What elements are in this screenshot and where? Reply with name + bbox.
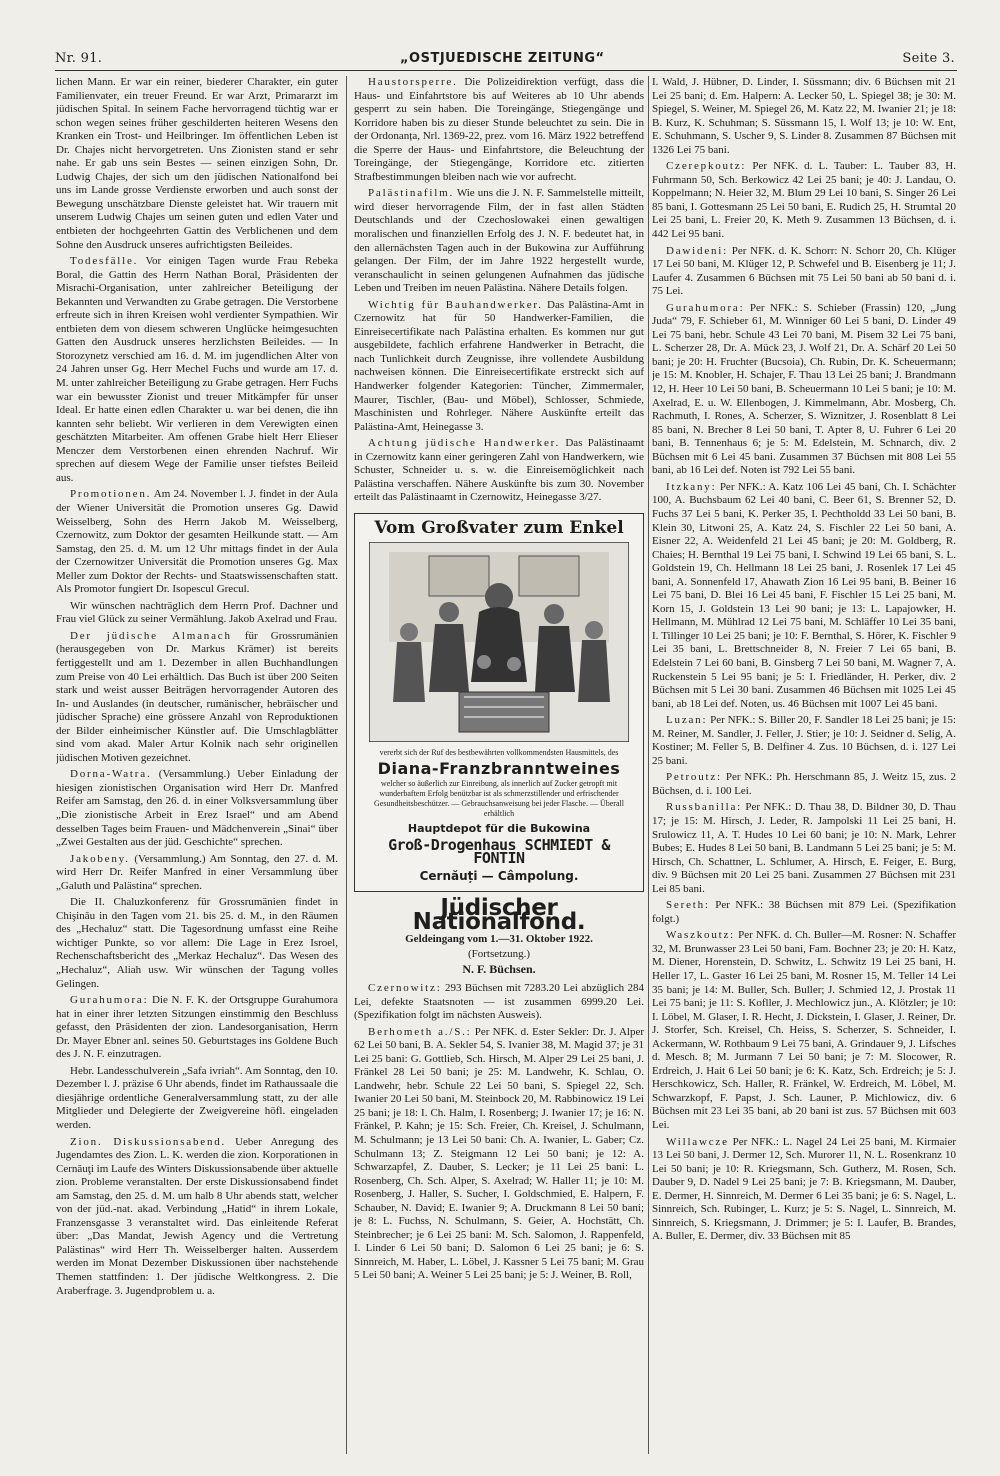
column-1 bbox=[56, 76, 338, 1454]
column-2 bbox=[354, 76, 644, 1454]
nationalfond-continuation: (Fortsetzung.) bbox=[467, 947, 530, 960]
paragraph-text: Wie uns die J. N. F. Sammelstelle mitteilt, wird dieser hervorragende Film, der in fast allen Städten Deutschlands und der Czechoslowakei einen gewaltigen moralischen und finanziellen Erfolg des J. N. F. bedeutet hat, in den allernächsten Tagen auch in der Bukowina zur Aufführung gelangen. Der Film, der im Jahre 1922 hergestellt wurde, veranschaulicht in seinen gelungenen Aufnahmen das jüdische Leben und Treiben im neuen Palästina. Nähere Details folgen. bbox=[354, 187, 644, 295]
ad-depot: Hauptdepot für die Bukowina bbox=[407, 822, 591, 836]
paragraph bbox=[652, 899, 956, 926]
newspaper-title: „OSTJUEDISCHE ZEITUNG“ bbox=[400, 51, 605, 66]
advertisement-franzbranntwein bbox=[354, 513, 644, 892]
paragraph-lead: Itzkany: bbox=[666, 480, 717, 493]
paragraph bbox=[56, 1136, 338, 1299]
paragraph-text: Das Palästina-Amt in Czernowitz hat für 50 Handwerker-Familien, die Einreisecertifikate nach Palästina erhalten. Es kommen nur gut ausgebildete, fachlich erfahrene Handwerker in Betracht, die nach Tunlichkeit durch Zeugnisse, ihre vollendete Ausbildung nachweisen können. Die Einreisecertifikate erstreckt sich auf Handwerker folgender Kategorien: Tüncher, Zimmermaler, Maurer, Tischler, (Bau- und Möbel), Schlosser, Schmiede, Maschinisten und Rohrleger. Nähere Auskünfte erteilt das Palästina-Amt, Heinegasse 3. bbox=[354, 298, 644, 433]
paragraph-lead: Promotionen. bbox=[70, 488, 152, 501]
paragraph-lead: Achtung jüdische Handwerker. bbox=[368, 437, 561, 450]
paragraph bbox=[56, 768, 338, 849]
paragraph-text: Per NFK. d. Ch. Buller—M. Rosner: N. Schaffer 32, M. Brunwasser 23 Lei 50 bani, Fam. Bochner 23; je 20: H. Katz, M. Diener, Horenstein, D. Schwitz, L. Schwitz 19 Lei 25 bani, H. Heller 17, L. Gaster 16 Lei 25 bani, M. Rosner 15, M. Teller 14 Lei 35 bani; je 14: M. Buller, Sch. Buller; J. Schmied 12, J. Prostak 11 Lei 75 bani; je 11: S. Kofller, J. Mechlowicz jun., A. Klötzler; je 10: I. Löbel, M. Glaser, I. R. Hecht, J. Dickstein, I. Glaser, J. Reiner, Dr. J. Storfer, Sch. Kreisel, Ch. Heiss, S. Scherzer, S. Schneider, I. Ackermann, W. Rothbaum 9 Lei 75 bani, A. Grindauer 9, J. Lifsches d. Mesch. 8; M. Jurmann 7 Lei 50 bani; je 7: M. Slocower, R. Erdreich, J. Hait 6 Lei 50 bani; je 6: K. Katz, Sch. Erdreich; je 5: J. Herschkowicz, Sch. Haller, R. Fränkel, W. Erdreich, M. Löbel, M. Schwarzkopf, F. Papst, J. Sch. Launer, P. Michlowicz, div. 6 Büchsen mit 23 Lei 35 bani, ab 20 bani ist zus. 57 Büchsen mit 603 Lei. bbox=[652, 929, 956, 1132]
paragraph-lead: Wichtig für Bauhandwerker. bbox=[368, 298, 543, 311]
paragraph bbox=[354, 187, 644, 295]
paragraph bbox=[652, 714, 956, 768]
paragraph-text: Per NFK. d. Ester Sekler: Dr. J. Alper 62 Lei 50 bani, B. A. Sekler 54, S. Ivanier 38, M. Magid 37; je 31 Lei 25 bani: G. Gottlieb, Sch. Hirsch, M. Alper 29 Lei 25 bani, J. Fränkel 28 Lei 50 bani; je 25: M. Landwehr, K. Schlau, O. Landwehr, hebr. Schule 22 Lei 50 bani, S. Spiegel 22, Sch. Iwanier 20 Lei 50 bani, M. Steinbock 20, M. Rabbinowicz 19 Lei 25 bani; je 18: I. Ch. Halm, I. Rosenberg; J. Iwanier 17; je 16: N. Fränkel, P. Kahn; je 15: Sch. Freier, Ch. Kreisel, J. Schulmann, M. Schulmann; je 13 Lei 50 bani: Ch. A. Iwanier, L. Gaber; Cz. Schulmann 13; Z. Steigmann 12 Lei 50 bani; je 12: A. Schwarzapfel, Z. Dauber, S. Lecker; je 11 Lei 25 bani: L. Rosenberg, Ch. Sch. Alper, S. Axelrad; W. Haller 11; je 10: M. Rosenberg, J. Haller, S. Sucher, I. Goldschmied, E. Halpern, F. Schauber, N. David; E. Iwanier 9; A. Druckmann 8 Lei 50 bani; je 8: L. Fuchss, N. Schulmann, S. Geier, A. Hochstätt, Ch. Steinbrecher; je 6 Lei 25 bani: M. Sch. Salomon, J. Rappenfeld, I. Linder 6 Lei 50 bani; D. Salomon 6 Lei 25 bani; je 6: S. Sinnreich, M. Haber, L. Löbel, J. Kassner 5 Lei 75 bani; M. Grau 5 Lei 50 bani; A. Weiner 5 Lei 25 bani; je 5: J. Weiner, B. Roll, bbox=[354, 1025, 644, 1282]
paragraph-lead: Gurahumora: bbox=[666, 301, 745, 314]
paragraph-lead: Luzan: bbox=[666, 714, 708, 727]
paragraph bbox=[56, 896, 338, 991]
issue-number: Nr. 91. bbox=[55, 51, 103, 66]
paragraph bbox=[56, 255, 338, 485]
nationalfond-subtitle: Geldeingang vom 1.—31. Oktober 1922. bbox=[405, 933, 593, 946]
paragraph-text: (Versammlung.) Am Sonntag, den 27. d. M. wird Herr Dr. Reifer Manfred in einer Versammlung über „Galuth und Palästina“ sprechen. bbox=[56, 852, 338, 892]
paragraph-lead: Waszkoutz: bbox=[666, 929, 736, 942]
paragraph-text: Vor einigen Tagen wurde Frau Rebeka Boral, die Gattin des Herrn Nathan Boral, Präsidenten der Misrachi-Organisation, unter zahlreicher Beteiligung der Bekannten und Verwandten zu Grabe getragen. Die Verstorbene erfreute sich in ihren Kreisen wohl verdienter Sympathien. Wir entbieten dem von diesem schweren Unglücke heimgesuchten Gatten den Ausdruck unseres herzlichsten Beileides. — In Storozynetz verschied am 16. d. M. im jugendlichen Alter von 24 Jahren unser Gg. Herr Mechel Fuchs und wurde am 17. d. M. unter zahlreicher Beteiligung zu Grabe getragen. Herr Fuchs war ein bewusster Zionist und treuer Mitkämpfer für unser Ideal. Er hatte einen edlen Charakter u. war bei denen, die ihn kannten sehr beliebt. Wir verlieren in dem Verewigten einen geschätzten Mitarbeiter. Am offenen Grabe hielt Herr Elieser Menczer dem Verstorbenen einen ehrenden Nachruf. Wir sprechen auf diesem Wege der Familie unser tiefstes Beileid aus. bbox=[56, 255, 338, 484]
paragraph-lead: Willawcze bbox=[666, 1135, 729, 1148]
ad-firm: Groß-Drogenhaus SCHMIEDT & FONTIN bbox=[388, 835, 610, 868]
paragraph-lead: Todesfälle. bbox=[70, 255, 139, 268]
paragraph-text: Am 24. November l. J. findet in der Aula der Wiener Universität die Promotion unseres Gg. Dawid Weisselberg, Sohn des Herrn Jakob M. Weisselberg, Czernowitz, zum Doktor der gesamten Heilkunde statt. — Am Samstag, den 25. d. M. um 12 Uhr mittags findet in der Aula der Czernowitzer Universität die Promotion unseres Gg. Max Meller zum Doktor der Rechts- und Staatswissenschaften statt. Als Promotor fungiert Dr. Isopescul Grecul. bbox=[56, 488, 338, 596]
paragraph bbox=[652, 481, 956, 711]
paragraph bbox=[652, 302, 956, 478]
paragraph-text: (Versammlung.) Ueber Einladung der hiesigen zionistischen Organisation wird Herr Dr. Manfred Reifer am Samstag, den 26. d. in einer Volksversammlung über „Die zionistische Arbeit in Erez Israel“ und am Abend desselben Tages beim Frauen- und Mädchenverein „Sinai“ über „Zwei Gestalten aus der jüd. Geschichte“ sprechen. bbox=[56, 768, 338, 849]
paragraph-lead: Sereth: bbox=[666, 899, 710, 912]
paragraph-text: Hebr. Landesschulverein „Safa ivriah“. Am Sonntag, den 10. Dezember l. J. präzise 6 Uhr abends, findet im Rathaussaale die diesjährige ordentliche Generalversammlung statt, zu der alle Mitglieder und Delegierte der Zweigvereine höfl. eingeladen werden. bbox=[56, 1064, 338, 1132]
paragraph-text: lichen Mann. Er war ein reiner, biederer Charakter, ein guter Familienvater, ein treuer Freund. Er war Arzt, Primararzt im jüdischen Spital. In seinem Fache hervorragend tüchtig war er schon wegen seines früher geschilderten heiteren Wesens den Kranken ein Trost- und Heilbringer. Im öffentlichen Leben ist Dr. Chajes nicht hervorgetreten. Uns Zionisten stand er sehr nahe. Er gab uns sein Bestes — seinen einzigen Sohn, Dr. Ludwig Chajes, der sich um den jüdischen Nationalfond bei uns im Lande grosse Verdienste erworben und auch sonst der Bewegung unschätzbare Dienste geleistet hat. Wir trauern mit unserem Ludwig Chajes um seinen guten und edlen Vater und entbieten der hochgeehrten Gattin des Verblichenen und dem Sohne den Ausdruck unseres aufrichtigsten Beileides. bbox=[56, 76, 338, 251]
paragraph bbox=[652, 245, 956, 299]
paragraph bbox=[56, 76, 338, 252]
paragraph-text: I. Wald, J. Hübner, D. Linder, I. Süssmann; div. 6 Büchsen mit 21 Lei 25 bani; d. Em. Halpern: A. Lecker 50, L. Spiegel 38; je 30: M. Spiegel, S. Weiner, M. Spiegel 26, M. Katz 22, M. Iwanier 21; je 18: B. Kurz, K. Schuhman; S. Süssmann 15, I. Wolf 13; je 10: W. Ent, E. Schuhmann, S. Uscher 9, S. Linder 8. Zusammen 87 Büchsen mit 1326 Lei 75 bani. bbox=[652, 76, 956, 156]
paragraph-text: für Grossrumänien (herausgegeben von Dr. Markus Krämer) ist bereits fertiggestellt und am 1. Dezember in allen Buchhandlungen zum Preise von 40 Lei erhältlich. Das Buch ist über 200 Seiten stark und weist ausser Beiträgen hervorragender Autoren des In- und Auslandes (in deutscher, rumänischer, hebräischer und jüdischer Sprache) eine grössere Anzahl von Reproduktionen der Bilder einheimischer Künstler auf. Die Umschlagblätter sind vom akad. Maler Artur Kolnik nach sehr originellen jüdischen Motiven gezeichnet. bbox=[56, 629, 338, 764]
paragraph bbox=[652, 160, 956, 241]
paragraph-lead: Haustorsperre. bbox=[368, 76, 458, 88]
paragraph-lead: Czernowitz: bbox=[368, 981, 442, 994]
paragraph-text: Per NFK.: S. Biller 20, F. Sandler 18 Lei 25 bani; je 15: M. Reiner, M. Sandler, J. Feller, J. Stier; je 10: J. Seidner d. Selig, A. Kostiner; M. Feller 5, B. Delfiner 4. Zus. 10 Büchsen, d. i. 127 Lei 25 bani. bbox=[652, 714, 956, 767]
paragraph-text: Per NFK.: 38 Büchsen mit 879 Lei. (Spezifikation folgt.) bbox=[652, 899, 956, 925]
paragraph-text: Die N. F. K. der Ortsgruppe Gurahumora hat in einer ihrer letzten Sitzungen einstimmig den Beschluss gefasst, den Präsidenten der zion. Landesorganisation, Herrn Dr. Mayer Ebner anl. seines 50. Geburtstages ins Goldene Buch des J. N. F. einzutragen. bbox=[56, 994, 338, 1061]
header-rule bbox=[55, 70, 957, 71]
paragraph bbox=[56, 1065, 338, 1133]
paragraph bbox=[354, 982, 644, 1023]
paragraph-lead: Petroutz: bbox=[666, 771, 722, 784]
paragraph bbox=[56, 630, 338, 765]
page-header bbox=[55, 44, 955, 66]
paragraph bbox=[354, 76, 644, 184]
ad-headline: Vom Großvater zum Enkel bbox=[374, 517, 624, 538]
paragraph-text: 293 Büchsen mit 7283.20 Lei abzüglich 284 Lei, defekte Staatsnoten — ist zusammen 6999.20 Lei. (Spezifikation folgt im nächsten Ausweis). bbox=[354, 981, 644, 1022]
paragraph bbox=[56, 488, 338, 596]
paragraph bbox=[652, 929, 956, 1132]
paragraph-text: Per NFK. d. K. Schorr: N. Schorr 20, Ch. Klüger 17 Lei 50 bani, M. Klüger 12, P. Schwefel und B. Eisenberg je 11; J. Laufer 4. Zusammen 6 Büchsen mit 75 Lei 50 bani ab 50 bani d. i. 75 Lei. bbox=[652, 244, 956, 298]
paragraph-lead: Russbanilla: bbox=[666, 801, 742, 814]
page-number: Seite 3. bbox=[902, 51, 955, 66]
paragraph bbox=[56, 994, 338, 1062]
paragraph-lead: Palästinafilm. bbox=[368, 187, 454, 200]
family-illustration bbox=[369, 542, 629, 742]
ad-body-text: vererbt sich der Ruf des bestbewährten vollkommendsten Hausmittels, des bbox=[379, 747, 619, 757]
paragraph-lead: Dorna-Watra. bbox=[70, 768, 152, 781]
paragraph bbox=[652, 771, 956, 798]
paragraph-text: Das Palästinaamt in Czernowitz kann einer geringeren Zahl von Handwerkern, wie Schuster, Schneider u. s. w. die Einreisemöglichkeit nach Palästina verschaffen. Nähere Auskünfte bis zum 30. November erteilt das Palästinaamt in Czernowitz, Heinegasse 3/27. bbox=[354, 437, 644, 504]
paragraph-text: Per NFK.: D. Thau 38, D. Bildner 30, D. Thau 17; je 15: M. Hirsch, J. Leder, R. Jampolski 11 Lei 25 bani, H. Srulowicz 11, A. T. Hudes 10 Lei 60 bani; je 10: N. Mark, Lehrer Bubes; E. Hudes 8 Lei 50 bani, B. Landmann 5 Lei 25 bani; je 5: M. Hirsch, Ch. Schattner, L. Schlumer, A. Hirsch, E. Feiger, E. Burg, div. 9 Büchsen mit 20 Lei 25 bani. Zusammen 27 Büchsen mit 231 Lei 85 bani. bbox=[652, 801, 956, 895]
paragraph-lead: Czerepkoutz: bbox=[666, 160, 747, 173]
paragraph-text: Per NFK. d. L. Tauber: L. Tauber 83, H. Fuhrmann 50, Sch. Berkowicz 42 Lei 25 bani; je 40: J. Landau, O. Koppelmann; N. Heier 32, M. Blum 29 Lei 10 bani, S. Singer 26 Lei 85 bani, I. Gottesmann 25 Lei 50 bani, E. Rudich 25, H. Strumtal 20 Lei 25 bani, L. Freier 20, K. Meth 9. Zusammen 13 Büchsen, d. i. 442 Lei 95 bani. bbox=[652, 160, 956, 241]
paragraph-lead: Zion. Diskussionsabend. bbox=[70, 1135, 227, 1148]
paragraph-lead: Dawideni: bbox=[666, 244, 729, 257]
ad-cities: Cernăuți — Câmpolung. bbox=[419, 868, 579, 883]
paragraph-text: Die II. Chaluzkonferenz für Grossrumänien findet in Chişinău in den Tagen vom 21. bis 25. d. M., in den Räumen des „Hechaluz“ statt. Die Tagesordnung umfasst eine Reihe wichtiger Punkte, so vor allem: Die Lage in Erez Isroel, Rechenschaftsbericht des „Merkaz Hechaluz“. Das Wesen des „Hechaluz“, Aliah usw. Wir wünschen der Tagung volles Gelingen. bbox=[56, 896, 338, 990]
paragraph-text: Per NFK.: L. Nagel 24 Lei 25 bani, M. Kirmaier 13 Lei 50 bani, J. Dermer 12, Sch. Murorer 11, N. L. Rosenkranz 10 Lei 50 bani; je 10: R. Kriegsmann, Sch. Gutherz, M. Rosen, Sch. Dauber 9, D. Nadel 9 Lei 25 bani; je 7: B. Kriegsmann, M. Dauber, E. Dermer, H. Sinnreich, M. Dermer 6 Lei 35 bani; je 6: S. Nagel, L. Sinnreich, Sch. Rubinger, L. Kurz; je 5: S. Nagel, L. Sinnreich, M. Sinnreich, S. Kriegsmann, J. Drimmer; je 5: I. Laufer, B. Brandes, A. Buller, E. Dermer, div. 33 Büchsen mit 85 bbox=[652, 1135, 956, 1243]
paragraph bbox=[354, 1026, 644, 1283]
column-divider-2 bbox=[648, 76, 649, 1454]
column-divider-1 bbox=[346, 76, 347, 1454]
paragraph-lead: Berhometh a./S.: bbox=[368, 1025, 472, 1038]
paragraph-lead: Gurahumora: bbox=[70, 994, 149, 1007]
column-3 bbox=[652, 76, 956, 1454]
paragraph bbox=[56, 600, 338, 627]
ad-brand: Diana-Franzbranntweines bbox=[377, 758, 621, 778]
paragraph-lead: Jakobeny. bbox=[70, 852, 130, 865]
paragraph-lead: Der jüdische Almanach bbox=[70, 629, 232, 642]
nationalfond-section: N. F. Büchsen. bbox=[462, 962, 536, 977]
paragraph-text: Per NFK.: Ph. Herschmann 85, J. Weitz 15, zus. 2 Büchsen, d. i. 100 Lei. bbox=[652, 771, 956, 797]
ad-description: welcher so äußerlich zur Einreibung, als innerlich auf Zucker getropft mit wunderbaftem Erfolg benützbar ist als schmerzstillender und erfrischender Gesundheitsbeschützer. — Gebrauchsanweisung bei jeder Flasche. — Überall erhältlich bbox=[374, 779, 624, 819]
paragraph bbox=[652, 1136, 956, 1244]
paragraph bbox=[56, 853, 338, 894]
nationalfond-title: Jüdischer Nationalfond. bbox=[412, 895, 586, 935]
paragraph bbox=[652, 801, 956, 896]
paragraph-text: Ueber Anregung des Jugendamtes des Zion. L. K. werden die zion. Korporationen in Cernăuţi im Laufe des Winters Diskussionsabende über aktuelle zion. Probleme veranstalten. Der erste Diskussionsabend findet am Samstag, den 25. d. M. um halb 8 Uhr abends statt, welcher von der jüd.-nat. akad. Verbindung „Hatid“ in ihrem Lokale, Franzensgasse 3 veranstaltet wird. Das einleitende Referat über: „Das Mandat, Jewish Agency und die Vertretung Palästinas“ wird Herr Th. Weisselberger halten. Ausserdem werden im Monat Dezember Diskussionen über nachstehende Themen stattfinden: 1. Der jüdische Weltkongress. 2. Die Araberfrage. 3. Jugendproblem u. a. bbox=[56, 1135, 338, 1297]
paragraph bbox=[652, 76, 956, 157]
paragraph bbox=[354, 437, 644, 505]
paragraph-text: Per NFK.: S. Schieber (Frassin) 120, „Jung Juda“ 79, F. Schieber 61, M. Winniger 60 Lei 5 bani, D. Linder 49 Lei 75 bani, hebr. Schule 43 Lei 70 bani, M. Pisem 32 Lei 75 bani, L. Scherzer 28, Dr. A. Mück 23, J. Wolf 21, Dr. A. Schärf 20 Lei 50 bani; je 20: H. Fruchter (Bucsoia), Ch. Rubin, Dr. K. Scheuermann; je 15: M. Knobler, H. Schajer, F. Thau 13 Lei 25 bani; J. Brandmann 12, H. Heer 10 Lei 50 bani, B. Scheuermann 10 Lei 5 bani; je 10: M. Axelrad, E. u. W. Ellenbogen, J. Kimmelmann, Abr. Mosberg, Ch. Rachmuth, I. Rones, A. Scherzer, S. Wiznitzer, J. Rosenblatt 8 Lei 85 bani, N. Brecher 8 Lei 50 bani, T. Apter 8, U. Fuhrer 6 Lei 20 bani, B. Tennenhaus 6; je 5: M. Edelstein, M. Schnarch, div. 2 Büchsen mit 6 Lei 45 bani. Zusammen 37 Büchsen mit 808 Lei 55 bani, ab 16 Lei def. Noten ist 792 Lei 55 bani. bbox=[652, 301, 956, 477]
paragraph-text: Wir wünschen nachträglich dem Herrn Prof. Dachner und Frau viel Glück zu seiner Vermählung. Jakob Axelrad und Frau. bbox=[56, 599, 338, 626]
paragraph bbox=[354, 299, 644, 434]
paragraph-text: Die Polizeidirektion verfügt, dass die Haus- und Einfahrtstore bis auf Weiteres ab 10 Uhr abends gesperrt zu sein haben. Die Toreingänge, Stiegengänge und Korridore haben bis zu dieser Stunde beleuchtet zu sein. Die in der Ordonanța, Nrl. 1369-22, prez. vom 16. März 1922 betreffend die Sperre der Haus- und Einfahrtstore, die Beleuchtung der Toreingänge, der Stiegengänge, Korridore etc. zitierten Strafbestimmungen bleiben nach wie vor aufrecht. bbox=[354, 76, 644, 183]
paragraph-text: Per NFK.: A. Katz 106 Lei 45 bani, Ch. I. Schächter 100, A. Buchsbaum 62 Lei 40 bani, C. Beer 61, S. Brenner 52, D. Fuchs 37 Lei 5 bani, K. Perker 35, I. Pechtholdd 33 Lei 50 bani, B. Klein 30, Litwoni 25, A. Katz 24, S. Fischler 22 Lei 50 bani, A. Eisner 22, A. Weidenfeld 21 Lei 45 bani; je 20: M. Goldberg, R. Chaies; H. Bernthal 19 Lei 75 bani, I. Schwind 19 Lei 65 bani, S. L. Goldstein 19, Ch. Hellmann 18 Lei 25 bani, J. Rosenlek 17 Lei 45 bani, A. Sonnenfeld 17, Ahawath Zion 16 Lei 95 bani, B. Beiner 16 Lei 75 bani, D. Blei 16 Lei 45 bani, F. Fischler 15 Lei 25 bani, M. Korn 15, J. Goldstein 13 Lei 90 bani; je 13: L. Lapajowker, H. Hellmann, M. Mühlrad 12 Lei 75 bani, M. Schläffer 10 Lei 35 bani, I. Tillinger 10 Lei 25 bani; je 10: F. Bernthal, S. Hörer, K. Fischler 9 Lei 35 bani, L. Brettschneider 8, N. Freier 7 Lei 65 bani, B. Edelstein 7 Lei 60 bani, B. Ginsberg 7 Lei 50 bani, M. Wagner 7, A. Ruckenstein 5 Lei 95 bani; je 5: I. Friedländer, H. Perker, div. 2 Büchsen mit 5 Lei 30 bani. Zusammen 46 Büchsen mit 1025 Lei 45 bani, ab 18 Lei def. Noten, us. 46 Büchsen mit 1007 Lei 45 bani. bbox=[652, 480, 956, 710]
